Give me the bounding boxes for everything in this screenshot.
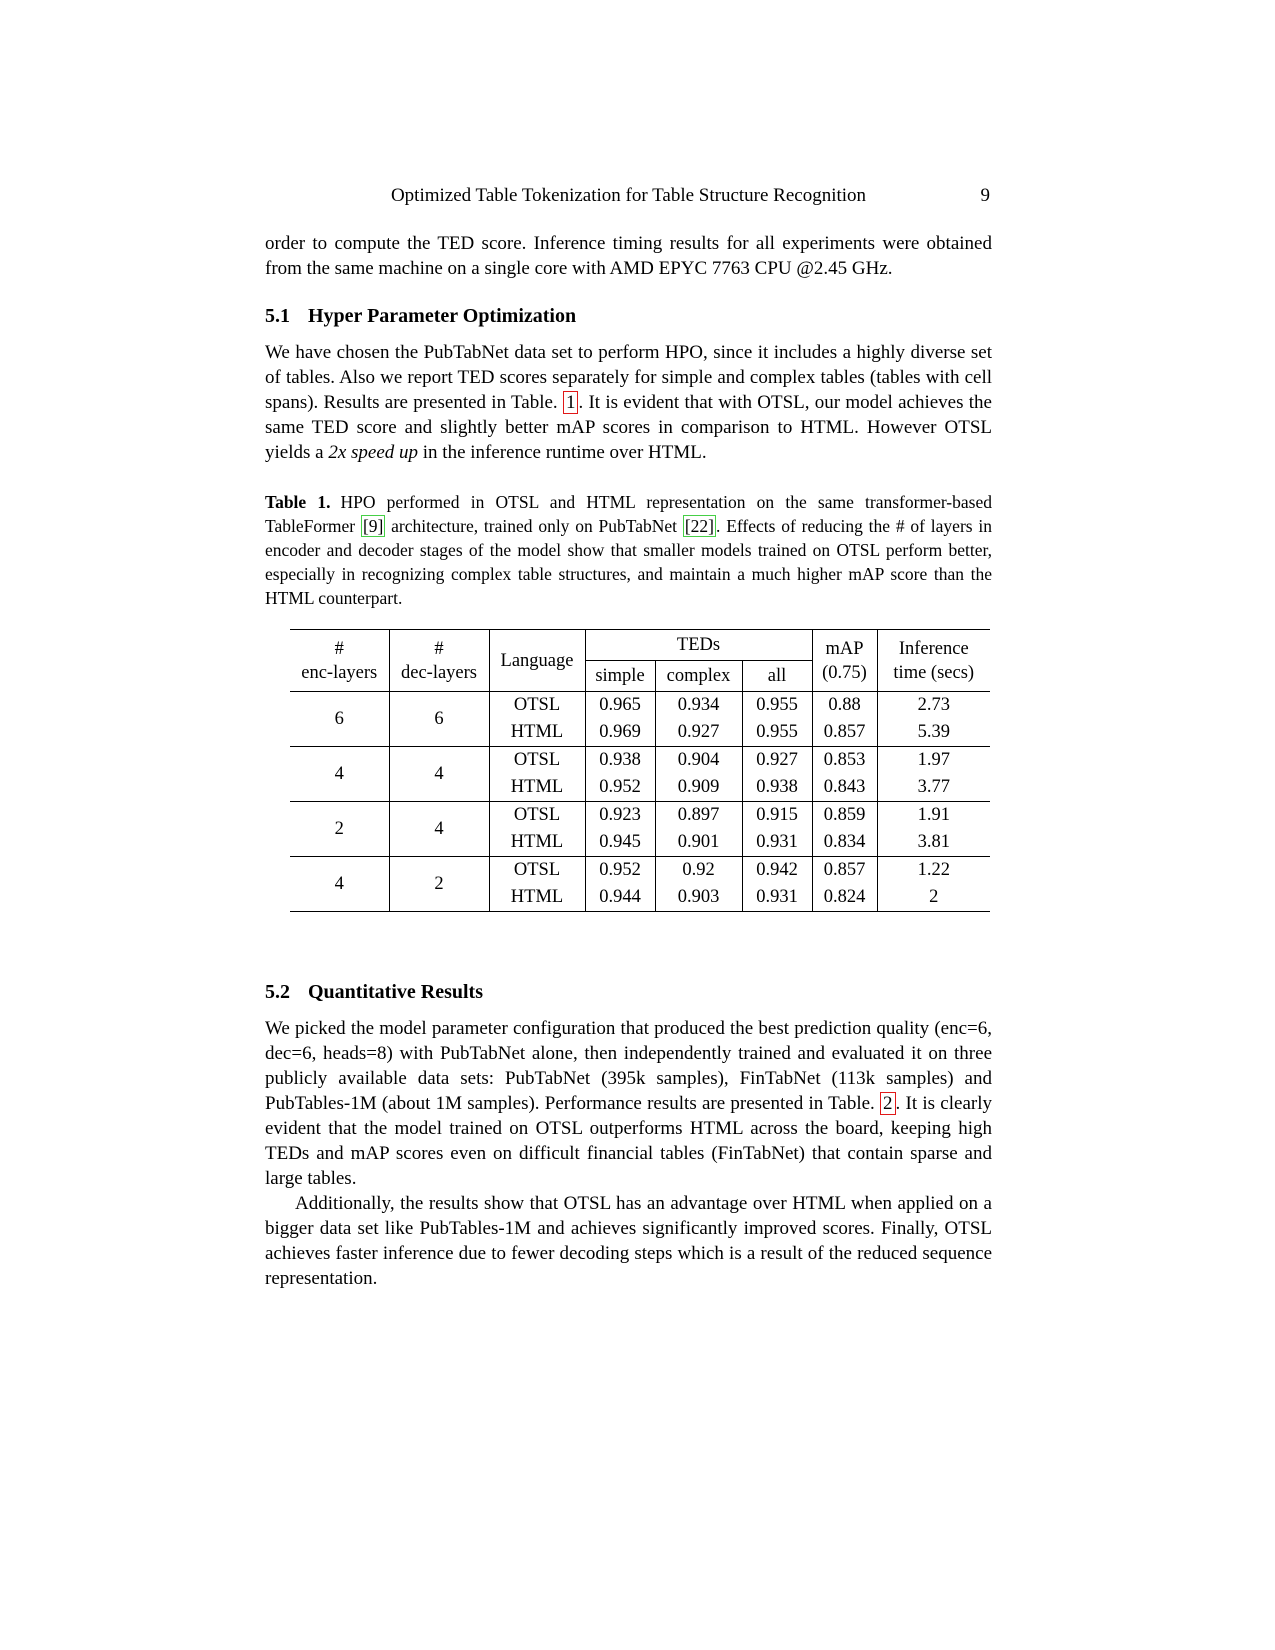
dec-layers-cell: 4: [389, 802, 489, 857]
value-cell: 0.853: [812, 747, 877, 775]
language-cell: HTML: [489, 829, 585, 857]
enc-layers-cell: 4: [290, 747, 389, 802]
paragraph-text: Additionally, the results show that OTSL has an advantage over HTML when applied on a bigger data set like PubTables-1M and achieves significantly improved scores. Finally, OTSL achieves faster inference due to fewer decoding steps which is a result of the reduced sequence representation.: [265, 1193, 992, 1289]
caption-text: HPO performed in OTSL and HTML representation on the same transformer-based TableFormer: [265, 492, 992, 536]
value-cell: 0.934: [655, 692, 742, 720]
header-line: #: [334, 638, 344, 659]
caption-text: architecture, trained only on PubTabNet: [385, 516, 683, 536]
value-cell: 2.73: [917, 695, 950, 715]
language-cell: OTSL: [489, 857, 585, 885]
dec-layers-header: [389, 630, 489, 692]
running-head-title: Optimized Table Tokenization for Table Structure Recognition: [390, 185, 867, 206]
table-1-caption: [265, 490, 992, 610]
value-cell: 0.92: [655, 857, 742, 885]
section-number: 5.2: [265, 981, 290, 1003]
value-cell: 0.955: [742, 719, 812, 747]
inference-header: [877, 630, 990, 692]
value-cell: 0.931: [742, 829, 812, 857]
results-table-header: [290, 630, 990, 692]
language-cell: HTML: [489, 884, 585, 912]
section-5-2-paragraph-1: [265, 1016, 992, 1191]
paragraph-text: We have chosen the PubTabNet data set to perform HPO, since it includes a highly diverse set of tables. Also we report TED scores separately for simple and complex tables (tables with cell spans). Results are presented in Table.: [265, 342, 992, 413]
value-cell: 1.97: [917, 750, 950, 770]
value-cell: 0.944: [585, 884, 655, 912]
enc-layers-cell: 4: [290, 857, 389, 912]
intro-text: order to compute the TED score. Inference timing results for all experiments were obtained from the same machine on a single core with AMD EPYC 7763 CPU @2.45 GHz.: [265, 233, 992, 279]
value-cell: 0.952: [585, 857, 655, 885]
value-cell: 0.938: [742, 774, 812, 802]
complex-subheader: complex: [655, 661, 742, 692]
dec-layers-cell: 6: [389, 692, 489, 747]
value-cell: 0.938: [585, 747, 655, 775]
teds-header: TEDs: [585, 630, 812, 661]
value-cell: 2: [877, 884, 990, 912]
value-cell: 0.857: [812, 719, 877, 747]
header-line: #: [434, 638, 444, 659]
paragraph-text: . It is clearly evident that the model trained on OTSL outperforms HTML across the board, keeping high TEDs and mAP scores even on difficult financial tables (FinTabNet) that contain sparse and large tables.: [265, 1093, 992, 1189]
section-5-1-paragraph: [265, 340, 992, 465]
value-cell: 1.22: [917, 860, 950, 880]
section-5-2-paragraph-2: [265, 1191, 992, 1291]
value-cell: 0.857: [812, 857, 877, 885]
value-cell: 0.955: [742, 692, 812, 720]
language-cell: OTSL: [489, 802, 585, 830]
language-cell: OTSL: [489, 747, 585, 775]
header-line: enc-layers: [301, 662, 378, 683]
language-cell: HTML: [489, 719, 585, 747]
value-cell: 0.843: [812, 774, 877, 802]
value-cell: 1.91: [917, 805, 950, 825]
header-line: mAP: [825, 638, 864, 659]
intro-paragraph: [265, 231, 992, 281]
citation-link-22[interactable]: [22]: [684, 516, 715, 536]
section-5-1-heading: [265, 305, 992, 328]
results-table-body: [290, 692, 990, 912]
table-2-reference-link[interactable]: 2: [880, 1092, 896, 1115]
paragraph-text: in the inference runtime over HTML.: [418, 442, 707, 463]
value-cell: 5.39: [877, 719, 990, 747]
header-line: Inference: [898, 638, 969, 659]
language-header: Language: [489, 630, 585, 692]
header-line: time (secs): [893, 662, 975, 683]
enc-layers-header: [290, 630, 389, 692]
value-cell: 0.945: [585, 829, 655, 857]
value-cell: 0.904: [655, 747, 742, 775]
value-cell: 0.915: [742, 802, 812, 830]
value-cell: 3.81: [877, 829, 990, 857]
section-number: 5.1: [265, 305, 290, 327]
value-cell: 0.834: [812, 829, 877, 857]
section-title: Hyper Parameter Optimization: [308, 305, 577, 327]
value-cell: 0.923: [585, 802, 655, 830]
table-row: [290, 747, 990, 775]
caption-label: Table 1.: [265, 492, 331, 512]
emphasized-phrase: 2x speed up: [328, 442, 419, 463]
value-cell: 0.942: [742, 857, 812, 885]
value-cell: 0.909: [655, 774, 742, 802]
caption-text: . Effects of reducing the # of layers in encoder and decoder stages of the model show that smaller models trained on OTSL perform better, especially in recognizing complex table structures, and maintain a much higher mAP score than the HTML counterpart.: [265, 516, 992, 608]
results-table: [290, 629, 990, 912]
value-cell: 3.77: [877, 774, 990, 802]
value-cell: 0.901: [655, 829, 742, 857]
value-cell: 0.88: [812, 692, 877, 720]
value-cell: 0.897: [655, 802, 742, 830]
table-row: [290, 692, 990, 720]
value-cell: 0.969: [585, 719, 655, 747]
dec-layers-cell: 4: [389, 747, 489, 802]
citation-link-9[interactable]: [9]: [362, 516, 384, 536]
enc-layers-cell: 2: [290, 802, 389, 857]
value-cell: 0.931: [742, 884, 812, 912]
value-cell: 0.824: [812, 884, 877, 912]
dec-layers-cell: 2: [389, 857, 489, 912]
table-row: [290, 857, 990, 885]
value-cell: 0.927: [742, 747, 812, 775]
value-cell: 0.965: [585, 692, 655, 720]
running-head: [265, 183, 992, 208]
text-column: [265, 183, 992, 1291]
table-1-reference-link[interactable]: 1: [563, 391, 579, 414]
section-title: Quantitative Results: [308, 981, 483, 1003]
value-cell: 0.927: [655, 719, 742, 747]
value-cell: 0.903: [655, 884, 742, 912]
section-5-2-heading: [265, 981, 992, 1004]
language-cell: OTSL: [489, 692, 585, 720]
value-cell: 0.952: [585, 774, 655, 802]
value-cell: 0.859: [812, 802, 877, 830]
simple-subheader: simple: [585, 661, 655, 692]
all-subheader: all: [742, 661, 812, 692]
table-row: [290, 802, 990, 830]
page-number: 9: [980, 185, 990, 206]
map-header: [812, 630, 877, 692]
enc-layers-cell: 6: [290, 692, 389, 747]
header-line: (0.75): [822, 662, 867, 683]
paragraph-text: We picked the model parameter configuration that produced the best prediction quality (enc=6, dec=6, heads=8) with PubTabNet alone, then independently trained and evaluated it on three publicly available data sets: PubTabNet (395k samples), FinTabNet (113k samples) and PubTables-1M (about 1M samples). Performance results are presented in Table.: [265, 1018, 992, 1114]
language-cell: HTML: [489, 774, 585, 802]
header-line: dec-layers: [400, 662, 477, 683]
paragraph-text: . It is evident that with OTSL, our model achieves the same TED score and slightly better mAP scores in comparison to HTML. However OTSL yields a: [265, 392, 992, 463]
header-row-1: [290, 630, 990, 661]
